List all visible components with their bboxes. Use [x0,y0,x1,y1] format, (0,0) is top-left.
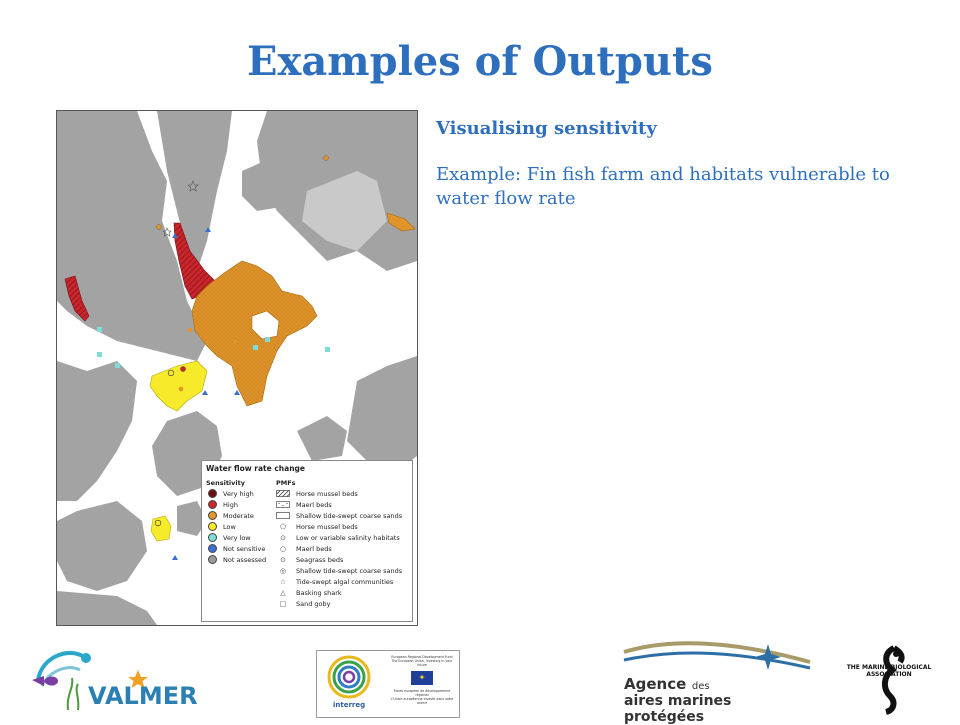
legend-pmf-label: Basking shark [296,588,342,597]
legend-pmf-row [276,555,343,564]
sens-swatch-not-assessed [208,555,217,564]
legend-sens-label: Not sensitive [223,544,266,553]
legend-pmf-row [276,588,342,597]
erdf-line1: European Regional Development Fund [391,655,453,659]
dot-circle-icon: ⊙ [280,533,286,542]
agence-wordmark [624,674,816,725]
legend-sens-row [208,522,236,531]
legend-pmf-label: Maerl beds [296,544,332,553]
legend-sens-row [208,500,238,509]
legend-pmf-label: Seagrass beds [296,555,344,564]
legend-sens-row [208,489,254,498]
valmer-wordmark: VALMER [88,682,198,710]
legend-sens-label: Low [223,522,236,531]
hatch-area-icon [276,490,290,497]
circle-icon: ○ [279,544,287,553]
agence-logo [620,638,816,725]
fonds-line2: L'Union européenne investit dans votre avenir [390,697,454,705]
legend-pmf-header: PMFs [276,479,296,487]
interreg-logo [316,650,460,718]
legend-sens-label: Very high [223,489,254,498]
star-icon: ☆ [279,577,287,586]
legend-pmf-row [276,500,332,509]
legend-pmf-row [276,544,332,553]
agence-line1: Agence [624,675,687,693]
legend-sensitivity-header: Sensitivity [206,479,245,487]
legend-pmf-label: Sand goby [296,599,331,608]
square-icon: □ [279,599,287,608]
mba-logo [834,634,944,718]
sens-swatch-not-sensitive [208,544,217,553]
legend-sens-label: Very low [223,533,251,542]
legend-sens-row [208,511,254,520]
erdf-panel [389,655,455,713]
agence-line2: aires marines protégées [624,693,732,725]
legend-sens-label: Not assessed [223,555,267,564]
legend-pmf-label: Horse mussel beds [296,489,358,498]
legend-pmf-row [276,577,393,586]
eu-flag-icon: ✦ [411,671,433,685]
dot-circle-icon: ⊙ [280,555,286,564]
mba-wordmark: THE MARINE BIOLOGICAL ASSOCIATION [846,664,932,678]
legend-pmf-row [276,533,400,542]
sens-swatch-very-low [208,533,217,542]
legend-pmf-row [276,566,402,575]
legend-pmf-label: Horse mussel beds [296,522,358,531]
legend-pmf-label: Shallow tide-swept coarse sands [296,511,403,520]
sens-swatch-low [208,522,217,531]
legend-sens-label: High [223,500,238,509]
pentagon-icon: ⬠ [279,522,287,531]
sensitivity-map [56,110,418,626]
agence-des: des [691,681,710,692]
legend-pmf-row [276,489,358,498]
caption-heading: Visualising sensitivity [436,118,657,139]
legend-sens-row [208,555,266,564]
slide-title: Examples of Outputs [247,38,713,85]
target-icon: ◎ [279,566,287,575]
legend-sens-row [208,544,265,553]
sens-swatch-moderate [208,511,217,520]
legend-pmf-row [276,599,331,608]
dotted-area-icon [276,501,290,508]
valmer-logo [28,640,208,716]
caption-block [436,118,946,211]
logo-strip [0,630,960,725]
map-legend [201,460,413,622]
legend-pmf-row [276,522,358,531]
legend-pmf-label: Low or variable salinity habitats [296,533,400,542]
fonds-line1: Fonds européen de développement régional [393,689,451,697]
legend-pmf-label: Tide-swept algal communities [296,577,394,586]
plain-area-icon [276,512,290,519]
triangle-icon: △ [280,588,286,597]
erdf-line2: The European Union, investing in your future [391,659,453,667]
sens-swatch-very-high [208,489,217,498]
legend-pmf-label: Shallow tide-swept coarse sands [296,566,403,575]
sens-swatch-high [208,500,217,509]
legend-pmf-label: Maerl beds [296,500,332,509]
legend-sens-row [208,533,251,542]
legend-sens-label: Moderate [223,511,254,520]
caption-body: Example: Fin fish farm and habitats vulnerable to water flow rate [436,164,890,209]
interreg-wordmark: interreg [333,701,366,709]
legend-pmf-row [276,511,402,520]
legend-title: Water flow rate change [206,464,305,473]
